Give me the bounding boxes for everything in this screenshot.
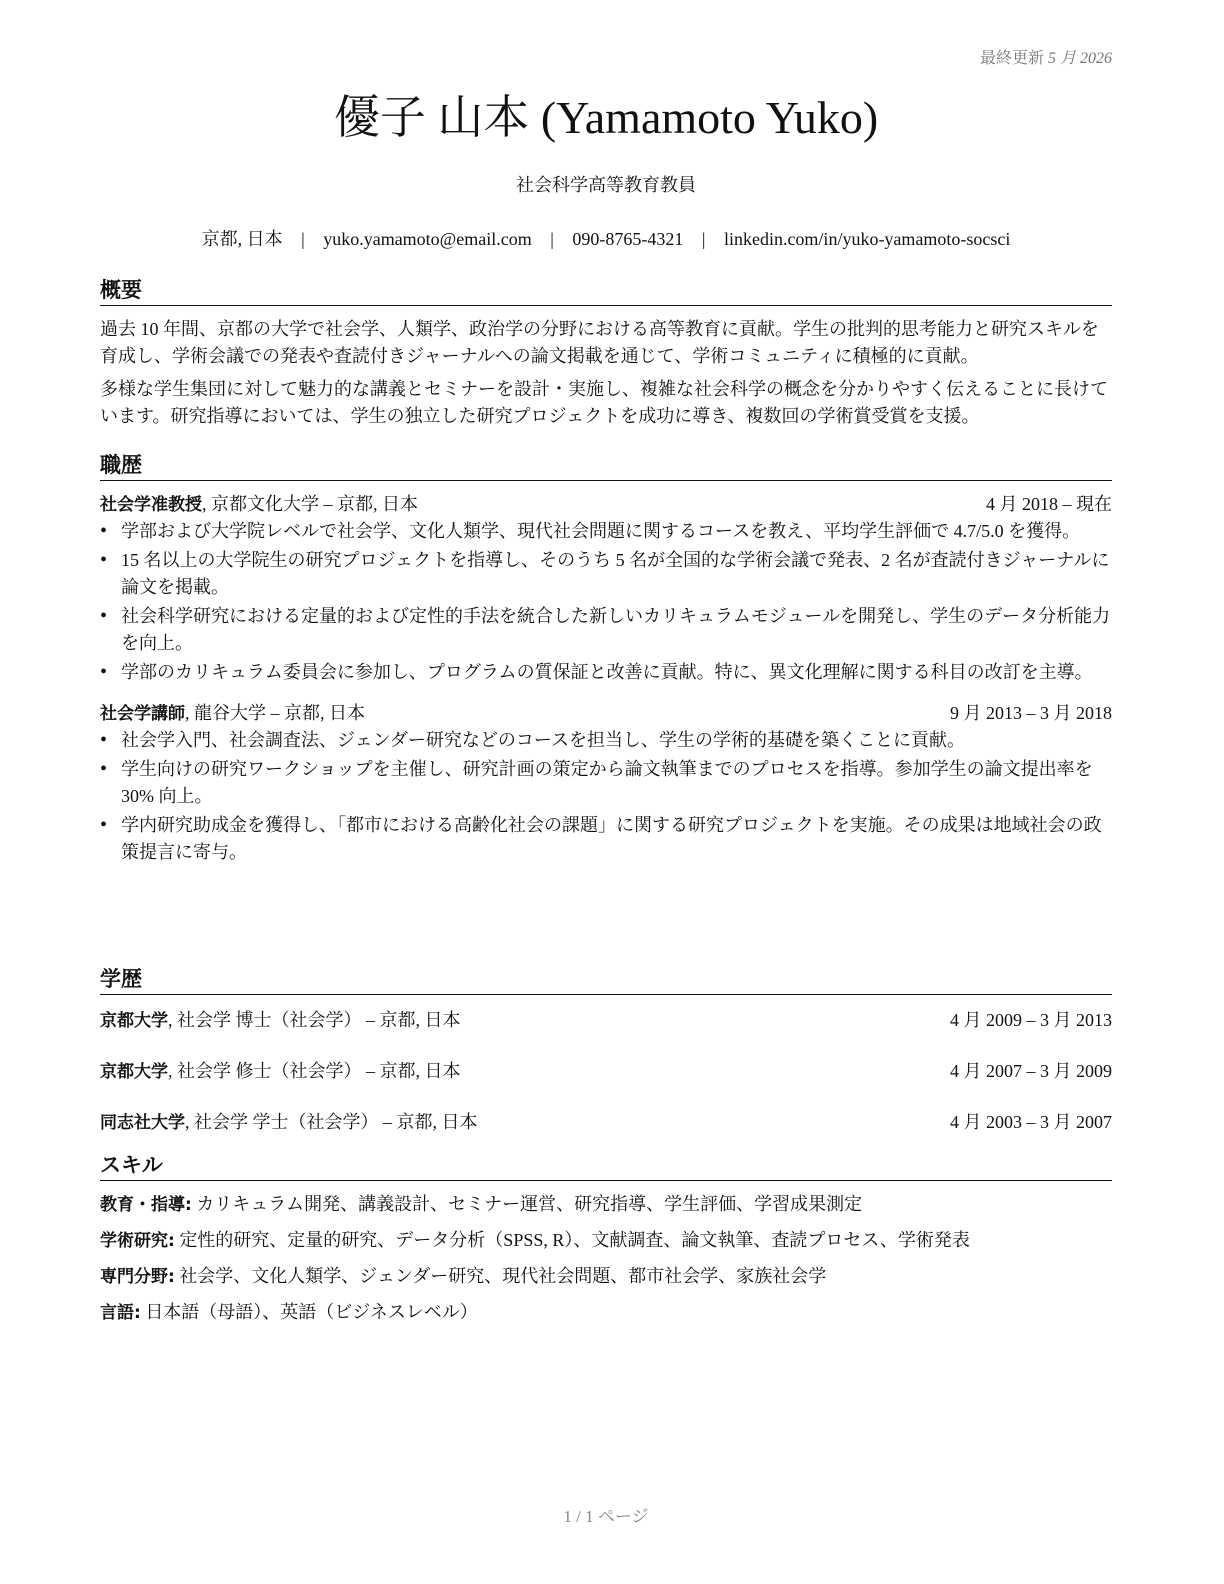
job-bullets (100, 727, 1112, 866)
summary-paragraph: 過去 10 年間、京都の大学で社会学、人類学、政治学の分野における高等教育に貢献。学生の批判的思考能力と研究スキルを育成し、学術会議での発表や査読付きジャーナルへの論文掲載を通じて、学術コミュニティに積極的に貢献。 (100, 319, 1099, 366)
education-school: 京都大学 (100, 1062, 168, 1082)
last-updated-date: 5 月 2026 (1047, 50, 1112, 67)
job-role-org (100, 491, 418, 518)
contact-separator: | (701, 229, 706, 249)
education-section (100, 966, 1112, 1136)
education-dates: 4 月 2007 – 3 月 2009 (950, 1061, 1112, 1081)
job-org: , 京都文化大学 – 京都, 日本 (202, 494, 418, 514)
list-item: • 学部および大学院レベルで社会学、文化人類学、現代社会問題に関するコースを教え、平均学生評価で 4.7/5.0 を獲得。 (100, 518, 1112, 545)
education-item (100, 1109, 1112, 1136)
contact-location: 京都, 日本 (201, 229, 283, 249)
job-header (100, 700, 1112, 727)
person-name: 優子 山本 (Yamamoto Yuko) (333, 92, 879, 143)
education-school-degree (100, 1109, 478, 1136)
job-header (100, 491, 1112, 518)
skill-value: 定性的研究、定量的研究、データ分析（SPSS, R）、文献調査、論文執筆、査読プロセス、学術発表 (174, 1230, 970, 1250)
list-item: • 社会学入門、社会調査法、ジェンダー研究などのコースを担当し、学生の学術的基礎を築くことに貢献。 (100, 727, 1112, 754)
skill-value: 日本語（母語）、英語（ビジネスレベル） (140, 1302, 478, 1322)
skill-label: 言語: (100, 1303, 141, 1323)
education-school: 京都大学 (100, 1011, 168, 1031)
experience-heading: 職歴 (100, 452, 1112, 481)
summary-heading: 概要 (100, 277, 1112, 306)
job-role: 社会学講師 (100, 704, 185, 724)
job-dates: 9 月 2013 – 3 月 2018 (950, 703, 1112, 723)
skills-heading: スキル (100, 1152, 1112, 1181)
education-school-degree (100, 1058, 461, 1085)
list-item: • 学内研究助成金を獲得し、「都市における高齢化社会の課題」に関する研究プロジェクトを実施。その成果は地域社会の政策提言に寄与。 (100, 812, 1112, 866)
education-school: 同志社大学 (100, 1113, 185, 1133)
skill-label: 専門分野: (100, 1267, 175, 1287)
education-item (100, 1058, 1112, 1085)
education-detail: , 社会学 博士（社会学） – 京都, 日本 (168, 1010, 461, 1030)
skill-label: 学術研究: (100, 1231, 175, 1251)
education-dates: 4 月 2003 – 3 月 2007 (950, 1112, 1112, 1132)
education-dates: 4 月 2009 – 3 月 2013 (950, 1010, 1112, 1030)
job-dates: 4 月 2018 – 現在 (986, 494, 1112, 514)
skill-row (100, 1295, 1112, 1331)
education-detail: , 社会学 学士（社会学） – 京都, 日本 (185, 1112, 478, 1132)
list-item: • 社会科学研究における定量的および定性的手法を統合した新しいカリキュラムモジュールを開発し、学生のデータ分析能力を向上。 (100, 603, 1112, 657)
job-role: 社会学准教授 (100, 495, 202, 515)
list-item: • 学部のカリキュラム委員会に参加し、プログラムの質保証と改善に貢献。特に、異文化理解に関する科目の改訂を主導。 (100, 659, 1112, 686)
contact-line (100, 225, 1112, 251)
skill-label: 教育・指導: (100, 1195, 192, 1215)
skills-section (100, 1152, 1112, 1331)
contact-phone: 090-8765-4321 (572, 229, 684, 249)
list-item: • 学生向けの研究ワークショップを主催し、研究計画の策定から論文執筆までのプロセスを指導。参加学生の論文提出率を 30% 向上。 (100, 756, 1112, 810)
page-number: 1 / 1 ページ (563, 1507, 649, 1526)
skill-row (100, 1187, 1112, 1223)
job-entry (100, 491, 1112, 686)
last-updated-label: 最終更新 (979, 50, 1044, 67)
skill-value: 社会学、文化人類学、ジェンダー研究、現代社会問題、都市社会学、家族社会学 (174, 1266, 827, 1286)
list-item: • 15 名以上の大学院生の研究プロジェクトを指導し、そのうち 5 名が全国的な学術会議で発表、2 名が査読付きジャーナルに論文を掲載。 (100, 547, 1112, 601)
skills-list (100, 1187, 1112, 1331)
experience-section (100, 452, 1112, 868)
job-bullets (100, 518, 1112, 686)
skill-row (100, 1259, 1112, 1295)
job-title: 社会科学高等教育教員 (516, 175, 696, 195)
skill-value: カリキュラム開発、講義設計、セミナー運営、研究指導、学生評価、学習成果測定 (191, 1194, 863, 1214)
skill-row (100, 1223, 1112, 1259)
contact-separator: | (550, 229, 554, 249)
education-school-degree (100, 1007, 461, 1034)
resume-page (100, 0, 1112, 1584)
contact-email[interactable]: yuko.yamamoto@email.com (323, 229, 532, 249)
education-item (100, 1007, 1112, 1034)
summary-paragraph: 多様な学生集団に対して魅力的な講義とセミナーを設計・実施し、複雑な社会科学の概念を分かりやすく伝えることに長けています。研究指導においては、学生の独立した研究プロジェクトを成功に導き、複数回の学術賞受賞を支援。 (100, 379, 1108, 426)
job-org: , 龍谷大学 – 京都, 日本 (185, 703, 365, 723)
contact-linkedin[interactable]: linkedin.com/in/yuko-yamamoto-socsci (723, 229, 1011, 249)
last-updated (980, 45, 1112, 68)
education-heading: 学歴 (100, 966, 1112, 995)
contact-separator: | (301, 229, 305, 249)
job-entry (100, 700, 1112, 866)
education-detail: , 社会学 修士（社会学） – 京都, 日本 (168, 1061, 461, 1081)
summary-section (100, 277, 1112, 430)
job-role-org (100, 700, 365, 727)
